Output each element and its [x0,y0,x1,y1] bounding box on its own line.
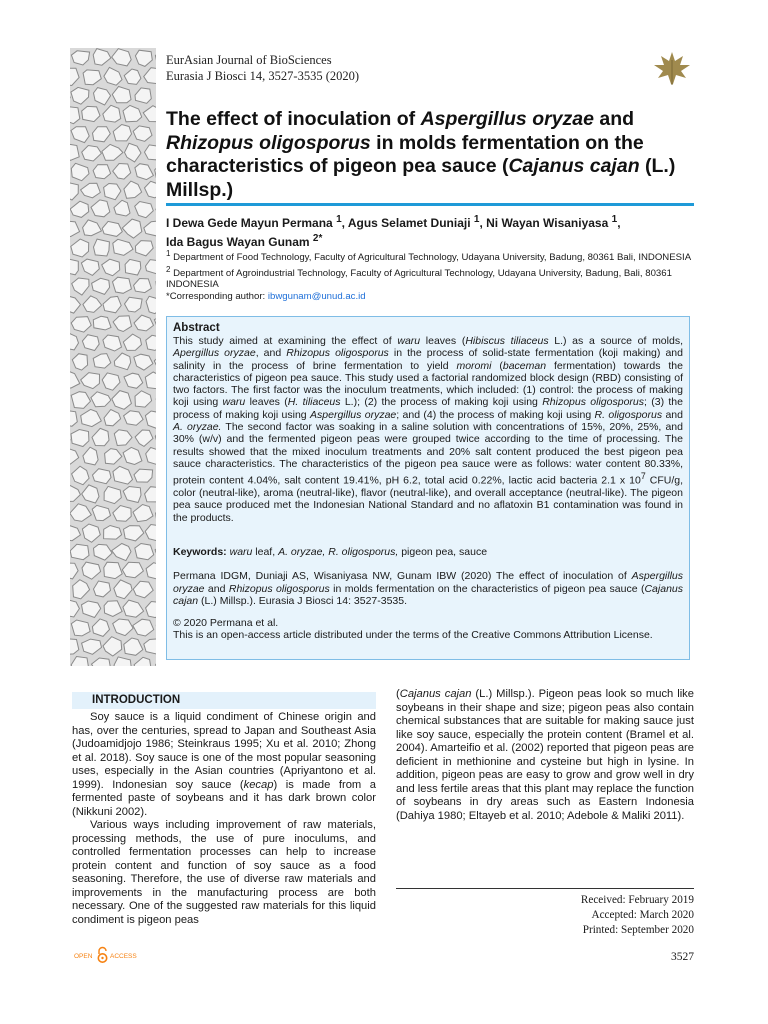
body-text: ) is made from a fermented paste of soybeans and it has dark brown color (Nikkuni 2002). [72,778,376,818]
abstract-run: The second factor was soaking in a saline solution with concentrations of 15%, 20%, 25%, and 30% (w/v) and the fermented pigeon peas were grouped twice according to the time of processing. The results showed that the mixed inoculum treatments and 20% salt content produced the best pigeon pea sauce characteristics. The characteristics of the pigeon pea sauce were as follows: water content 80.33%, protein content 4.04%, salt content 19.41%, pH 6.2, total acid 0.22%, lactic acid bacteria 2.1 x 10 [173,421,683,487]
introduction-heading: INTRODUCTION [72,692,376,709]
title-species: Aspergillus oryzae [420,108,594,130]
affiliation-number: 2 [166,264,171,274]
title-text: (L.) Millsp.) [166,155,676,201]
abstract-run: fermentation) towards the characteristics of pigeon pea sauce. This study used a factorial randomized block design (RBD) consisting of two factors. The first factor was the inoculum treatments, which included: (1) control: the process of making koji using [173,359,683,409]
open-lock-icon [98,948,106,963]
crack-cell [113,277,132,293]
oa-open-text: OPEN [74,953,93,960]
received-date: Received: February 2019 [580,894,694,906]
author-affiliation-mark: 1 [336,214,342,225]
affiliation-text: Department of Agroindustrial Technology, Faculty of Agricultural Technology, Udayana University, Badung, Bali, 80361 INDONESIA [166,267,672,291]
body-italic: kecap [243,778,274,791]
title-divider [166,203,694,206]
intro-paragraph-continued [396,688,694,823]
author-name: Ida Bagus Wayan Gunam [166,235,313,249]
journal-leaf-logo [652,50,692,86]
abstract-italic: baceman [502,359,547,372]
abstract-text [173,335,683,524]
abstract-run: in the process of solid-state fermentation (koji making) and salinity in the process of brine fermentation to yield [173,347,683,372]
keyword-text: pigeon pea, sauce [398,545,488,558]
abstract-italic: H. tiliaceus [287,396,341,409]
abstract-italic: Apergillus oryzae [173,347,256,360]
license-line: This is an open-access article distributed under the terms of the Creative Commons Attribution License. [173,629,653,642]
crack-cell [104,526,122,540]
keyword-italic: waru [229,545,253,558]
corresponding-email-link[interactable]: ibwgunam@unud.ac.id [267,290,366,302]
publication-dates [396,893,694,938]
cite-italic: Cajanus cajan [173,582,683,607]
affiliations [166,248,696,302]
how-to-cite [173,570,683,607]
abstract-run: L.) as a source of molds, [548,335,683,347]
keywords-label: Keywords: [173,545,227,558]
dates-divider [396,888,694,889]
crack-cell [71,430,89,447]
article-title [166,108,696,202]
abstract-italic: moromi [456,359,492,372]
abstract-italic: waru [222,396,246,409]
corresponding-label: *Corresponding author: [166,290,268,302]
crack-cell [94,239,110,256]
crack-cell [70,259,78,275]
title-text: The effect of inoculation of [166,108,421,130]
abstract-run: leaves ( [245,396,288,409]
abstract-italic: Rhizopus oligosporus [542,396,644,409]
keyword-text: leaf, [252,545,279,558]
author-affiliation-mark: 2* [312,233,323,244]
abstract-run: ( [491,359,503,372]
title-species: Cajanus cajan [508,155,640,177]
body-text: (L.) Millsp.). Pigeon peas look so much like soybeans in their shape and size; pigeon peas also contain chemical substances that are suitable for making sauce just like soy sauce, especially the protein content (Bramel et al. 2004). Amarteifio et al. (2002) reported that pigeon peas are deficient in methionine and cysteine but high in lysine. In addition, pigeon peas are easy to grow and grow well in dry and less fertile areas that this plant may replace the function of soybeans in dry areas such as Eastern Indonesia (Dahiya 1980; Eltayeb et al. 2010; Adebole & Maliki 2011). [396,688,694,822]
keyword-italic: A. oryzae, R. oligosporus, [278,545,399,558]
author-separator: , [617,216,621,230]
abstract-italic: Hibiscus tiliaceus [465,335,549,347]
abstract-italic: Rhizopus oligosporus [286,347,389,360]
printed-date: Printed: September 2020 [582,924,694,936]
cite-text: and [204,582,229,595]
journal-name: EurAsian Journal of BioSciences [166,53,332,67]
page-number: 3527 [671,951,694,963]
abstract-superscript: 7 [640,471,646,482]
affiliation-2 [166,264,696,291]
author-affiliation-mark: 1 [473,214,480,225]
abstract-italic: Aspergillus oryzae [310,408,397,421]
affiliation-text: Department of Food Technology, Faculty of Agricultural Technology, Udayana University, Badung, 80361 Bali, INDONESIA [170,252,692,264]
intro-paragraph-1 [72,711,376,819]
abstract-italic: R. oligosporus [594,408,663,421]
cite-text: (L.) Millsp.). Eurasia J Biosci 14: 3527-3535. [198,594,408,607]
journal-citation: Eurasia J Biosci 14, 3527-3535 (2020) [166,69,360,83]
crack-cell [71,620,90,636]
cite-text: in molds fermentation on the characteristics of pigeon pea sauce ( [329,582,645,595]
cite-text: Permana IDGM, Duniaji AS, Wisaniyasa NW, Gunam IBW (2020) The effect of inoculation of [173,570,632,583]
body-column-left [72,711,376,927]
author-affiliation-mark: 1 [611,214,618,225]
abstract-run: L.); (2) the process of making koji using [340,396,543,409]
copyright-line: © 2020 Permana et al. [173,617,279,630]
crack-cell [125,259,141,275]
title-text: in molds fermentation on the characteristics of pigeon pea sauce ( [166,131,644,177]
abstract-italic: A. oryzae. [173,421,222,434]
intro-paragraph-2: Various ways including improvement of raw materials, processing methods, the use of pure inoculums, and controlled fermentation processes can help to increase protein content and function of soy sauce as a food seasoning. Therefore, the use of diverse raw materials and improvements in the manufacturing process are both necessary. One of the suggested raw materials for this liquid condiment is pigeon peas [72,819,376,926]
abstract-run: ; and (4) the process of making koji using [396,408,595,421]
oa-access-text: ACCESS [110,953,137,960]
cite-italic: Aspergillus oryzae [173,570,683,595]
corresponding-author [166,291,696,303]
body-text: Soy sauce is a liquid condiment of Chinese origin and has, over the centuries, spread to Japan and Southeast Asia (Judoamidjojo 1986; Steinkraus 1995; Xu et al. 2010; Zhong et al. 2018). Soy sauce is one of the most popular seasoning uses, especially in the Asian countries (Apriyantono et al. 1999). Indonesian soy sauce ( [72,711,376,791]
accepted-date: Accepted: March 2020 [591,909,694,921]
abstract-run: and [662,408,683,421]
abstract-run: This study aimed at examining the effect of [173,335,398,347]
cite-italic: Rhizopus oligosporus [228,582,330,595]
abstract-run: ; (3) the process of making koji using [173,396,683,421]
abstract-run: CFU/g, color (neutral-like), aroma (neutral-like), flavor (neutral-like), and overall acceptance (neutral-like). The pigeon pea sauce produced met the Indonesian National Standard and no aflatoxin B1 contamination was found in the products. [173,474,684,524]
affiliation-number: 1 [166,249,171,258]
body-italic: Cajanus cajan [399,688,472,700]
abstract-box [166,316,690,660]
cracked-earth-decoration [70,48,156,666]
author-name: , Agus Selamet Duniaji [341,216,474,230]
open-access-logo [72,946,152,964]
keywords [173,546,683,558]
title-text: and [593,108,635,130]
journal-header [166,52,359,84]
body-column-right [396,688,694,823]
title-species: Rhizopus oligosporus [166,131,371,154]
abstract-heading: Abstract [173,322,220,334]
body-text: ( [396,688,400,700]
affiliation-1 [166,248,696,264]
abstract-run: leaves ( [420,335,466,347]
author-list [166,212,696,250]
abstract-run: , and [255,347,287,360]
author-name: I Dewa Gede Mayun Permana [166,216,337,230]
crack-cell [135,544,154,560]
author-name: , Ni Wayan Wisaniyasa [479,216,612,230]
abstract-italic: waru [397,335,421,347]
